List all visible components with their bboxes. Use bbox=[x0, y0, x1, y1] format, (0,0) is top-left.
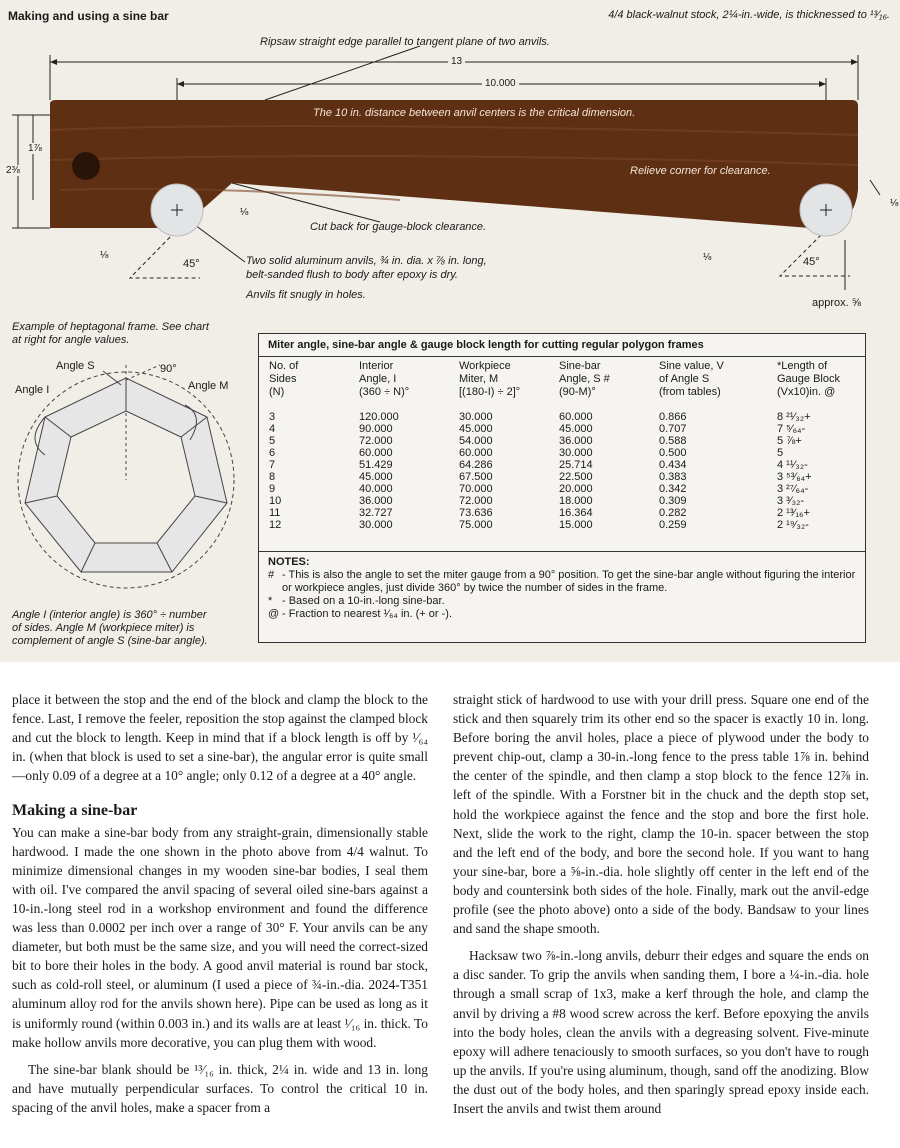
frame-caption-1: Example of heptagonal frame. See chart bbox=[12, 321, 209, 333]
table-cell: 30.000 bbox=[459, 411, 493, 423]
table-cell: 75.000 bbox=[459, 519, 493, 531]
column-header: (360 ÷ N)° bbox=[359, 386, 410, 398]
anvils-caption-1: Two solid aluminum anvils, ¾ in. dia. x ⅞ in. long, bbox=[246, 255, 487, 267]
note-1-text: - This is also the angle to set the miter gauge from a 90° position. To get the sine-bar angle without figuring the interior or workpiece angles, just divide 360° by twice the number of sides in the frame. bbox=[282, 569, 856, 594]
table-cell: 90.000 bbox=[359, 423, 393, 435]
table-cell: 0.383 bbox=[659, 471, 687, 483]
table-cell: 36.000 bbox=[559, 435, 593, 447]
column-header: Workpiece bbox=[459, 360, 511, 372]
frame-note-3: complement of angle S (sine-bar angle). bbox=[12, 635, 208, 647]
angle-45-left: 45° bbox=[183, 258, 200, 270]
table-title: Miter angle, sine-bar angle & gauge block length for cutting regular polygon frames bbox=[259, 334, 865, 357]
table-cell: 72.000 bbox=[359, 435, 393, 447]
column-header: No. of bbox=[269, 360, 299, 372]
table-cell: 7 ⁵⁄₆₄- bbox=[777, 423, 806, 435]
table-notes bbox=[259, 551, 865, 625]
hang-hole bbox=[72, 152, 100, 180]
table-cell: 72.000 bbox=[459, 495, 493, 507]
table-cell: 120.000 bbox=[359, 411, 399, 423]
left-paragraph-3: The sine-bar blank should be ¹³⁄₁₆ in. thick, 2¼ in. wide and 13 in. long and have mutually perpendicular surfaces. To control the critical 10 in. spacing of the anvil holes, make a spacer from a bbox=[12, 1061, 428, 1115]
table-cell: 11 bbox=[269, 507, 281, 519]
column-header: [(180-I) ÷ 2]° bbox=[459, 386, 521, 398]
dim-eighth-c: ⅛ bbox=[703, 252, 712, 263]
frame-caption-2: at right for angle values. bbox=[12, 334, 130, 346]
table-cell: 4 ¹¹⁄₃₂- bbox=[777, 459, 808, 471]
table-cell: 73.636 bbox=[459, 507, 493, 519]
table-cell: 3 ³⁄₃₂- bbox=[777, 495, 805, 507]
angle-45-right: 45° bbox=[803, 256, 820, 268]
table-cell: 10 bbox=[269, 495, 282, 507]
table-cell: 3 ²⁷⁄₆₄- bbox=[777, 483, 809, 495]
left-paragraph-1: place it between the stop and the end of the block and clamp the block to the fence. Last, I remove the feeler, reposition the stop against the clamped block and cut the block to length. Keep in mind that if a block length is off by ¹⁄₆₄ in. (when that block is used to set a sine-bar), the angular error is quite small—only 0.09 of a degree at a 10° angle; only 0.12 of a degree at a 40° angle. bbox=[12, 692, 428, 784]
table-cell: 0.707 bbox=[659, 423, 687, 435]
figure-title: Making and using a sine bar bbox=[8, 9, 169, 23]
dim-10-label: 10.000 bbox=[482, 78, 519, 89]
note-3-text: - Fraction to nearest ¹⁄₆₄ in. (+ or -). bbox=[282, 608, 453, 620]
table-cell: 5 bbox=[777, 447, 784, 459]
table-cell: 0.342 bbox=[659, 483, 687, 495]
figure-subtitle: 4/4 black-walnut stock, 2¼-in.-wide, is thicknessed to ¹³⁄₁₆. bbox=[608, 9, 890, 21]
table-cell: 0.866 bbox=[659, 411, 687, 423]
table-cell: 5 bbox=[269, 435, 276, 447]
table-cell: 0.259 bbox=[659, 519, 687, 531]
table-cell: 60.000 bbox=[459, 447, 493, 459]
table-cell: 64.286 bbox=[459, 459, 493, 471]
left-paragraph-2: You can make a sine-bar body from any straight-grain, dimensionally stable hardwood. I made the one shown in the photo above from 4/4 walnut. To minimize dimensional changes in my wooden sine-bar bodies, I seal them with oil. I've compared the anvil spacing of several oiled sine-bars against a 10-in.-long steel rod in a workshop environment and found the difference was less than 0.0002 per inch over a range of 30° F. Your anvils can be any diameter, but both must be the same size, and you will need the correct-sized bit to bore their holes in the body. A good anvil material is round bar stock, such as cold-roll steel, or aluminum (I used a piece of ¾-in.-dia. 2024-T351 aluminum alloy rod for the anvils shown here). Pipe can be used as long as it is uniformly round (within 0.003 in.) and its walls are at least ¹⁄₁₆ in. thick. To make hollow anvils more decorative, you can plug them with wood. bbox=[12, 824, 428, 1050]
column-header: (Vx10)in. @ bbox=[777, 386, 836, 398]
dim-eighth-b: ⅛ bbox=[100, 250, 109, 261]
angle-90-label: 90° bbox=[160, 363, 177, 375]
column-header: of Angle S bbox=[659, 373, 710, 385]
table-cell: 12 bbox=[269, 519, 282, 531]
table-cell: 9 bbox=[269, 483, 276, 495]
table-cell: 32.727 bbox=[359, 507, 393, 519]
note-1-symbol: # bbox=[268, 569, 275, 581]
table-cell: 60.000 bbox=[359, 447, 393, 459]
frame-note-2: of sides. Angle M (workpiece miter) is bbox=[12, 622, 195, 634]
table-cell: 22.500 bbox=[559, 471, 593, 483]
note-1 bbox=[268, 569, 856, 595]
table-cell: 2 ¹⁹⁄₃₂- bbox=[777, 519, 809, 531]
column-header: Miter, M bbox=[459, 373, 499, 385]
column-header: Angle, S # bbox=[559, 373, 610, 385]
critical-dimension-text: The 10 in. distance between anvil centers is the critical dimension. bbox=[313, 107, 636, 119]
right-paragraph-1: straight stick of hardwood to use with your drill press. Square one end of the stick and then squarely trim its other end so the spacer is exactly 10 in. long. Before boring the anvil holes, place a piece of plywood under the body to prevent chip-out, clamp a 30-in.-long fence to the press table 1⅞ in. behind the center of the spindle, and then clamp a stop block to the fence 12⅞ in. left of the spindle. With a Forstner bit in the chuck and the depth stop set, hold the workpiece against the fence and the stop and bore the first hole. Next, slide the work to the right, clamp the 10-in. spacer between the stop and the left end of the body, and bore the second hole. If you want to hang your sine-bar, bore a ⅝-in.-dia. hole slightly off center in the left end of the body and countersink both sides of the hole. Finally, mark out the anvil-edge profile (see the photo above) onto a side of the body. Bandsaw to your lines and sand the shape smooth. bbox=[453, 692, 869, 937]
dim-eighth-a: ⅛ bbox=[240, 207, 249, 218]
right-paragraph-2: Hacksaw two ⅞-in.-long anvils, deburr their edges and square the ends on a disc sander. To grip the anvils when sanding them, I bore a ¼-in.-dia. hole through a small scrap of 1x3, make a kerf through the hole, and clamp the anvil by driving a #8 wood screw across the kerf. Before epoxying the anvils into the body holes, clean the anvils with a degreasing solvent. Five-minute epoxy will adhere tenaciously to smooth surfaces, so you don't have to rough up the anvils. If you're using aluminum, though, sand off the anodizing. Blow the dust out of the body holes, and then sparingly spread epoxy inside each. Insert the anvils and twist them around bbox=[453, 948, 869, 1116]
relieve-corner-text: Relieve corner for clearance. bbox=[630, 165, 771, 177]
note-2-symbol: * bbox=[268, 595, 273, 607]
table-cell: 54.000 bbox=[459, 435, 493, 447]
note-3-symbol: @ bbox=[268, 608, 280, 620]
frame-note-1: Angle I (interior angle) is 360° ÷ number bbox=[12, 609, 207, 621]
table-cell: 36.000 bbox=[359, 495, 393, 507]
note-2 bbox=[268, 595, 856, 608]
table-cell: 40.000 bbox=[359, 483, 393, 495]
table-cell: 60.000 bbox=[559, 411, 593, 423]
column-header: (N) bbox=[269, 386, 285, 398]
article-left-column bbox=[12, 690, 428, 1117]
table-cell: 30.000 bbox=[359, 519, 393, 531]
table-cell: 8 ²¹⁄₃₂+ bbox=[777, 411, 811, 423]
table-cell: 3 bbox=[269, 411, 276, 423]
column-header: Angle, I bbox=[359, 373, 397, 385]
table-cell: 4 bbox=[269, 423, 276, 435]
article-right-column bbox=[453, 690, 869, 1118]
table-cell: 70.000 bbox=[459, 483, 493, 495]
ripsaw-caption: Ripsaw straight edge parallel to tangent plane of two anvils. bbox=[260, 36, 550, 48]
table-cell: 0.500 bbox=[659, 447, 687, 459]
table-cell: 45.000 bbox=[359, 471, 393, 483]
cut-back-caption: Cut back for gauge-block clearance. bbox=[310, 221, 487, 233]
angle-m-label: Angle M bbox=[188, 380, 229, 392]
dim-13-label: 13 bbox=[448, 56, 465, 67]
table-cell: 7 bbox=[269, 459, 276, 471]
column-header: Sine value, V bbox=[659, 360, 724, 372]
table-cell: 0.434 bbox=[659, 459, 687, 471]
table-cell: 6 bbox=[269, 447, 276, 459]
column-header: (from tables) bbox=[659, 386, 721, 398]
dim-238-label: 2⅜ bbox=[6, 165, 20, 176]
table-cell: 45.000 bbox=[459, 423, 493, 435]
table-cell: 16.364 bbox=[559, 507, 593, 519]
notes-title: NOTES: bbox=[268, 556, 310, 568]
column-header: Interior bbox=[359, 360, 394, 372]
polygon-frames-table bbox=[258, 333, 866, 643]
note-3 bbox=[268, 608, 856, 621]
table-cell: 3 ⁵³⁄₆₄+ bbox=[777, 471, 812, 483]
dim-eighth-d: ⅛ bbox=[890, 198, 899, 209]
anvils-caption-3: Anvils fit snugly in holes. bbox=[246, 289, 366, 301]
dim-178-label: 1⅞ bbox=[28, 143, 42, 154]
table-cell: 45.000 bbox=[559, 423, 593, 435]
column-header: Sine-bar bbox=[559, 360, 601, 372]
table-cell: 30.000 bbox=[559, 447, 593, 459]
angle-i-label: Angle I bbox=[15, 384, 50, 396]
table-cell: 8 bbox=[269, 471, 276, 483]
table-cell: 25.714 bbox=[559, 459, 593, 471]
section-heading: Making a sine-bar bbox=[12, 802, 138, 820]
angle-s-label: Angle S bbox=[56, 360, 95, 372]
table-cell: 0.588 bbox=[659, 435, 687, 447]
table-cell: 20.000 bbox=[559, 483, 593, 495]
table-cell: 15.000 bbox=[559, 519, 593, 531]
note-2-text: - Based on a 10-in.-long sine-bar. bbox=[282, 595, 445, 607]
anvils-caption-2: belt-sanded flush to body after epoxy is dry. bbox=[246, 269, 458, 281]
table-cell: 0.309 bbox=[659, 495, 687, 507]
table-cell: 67.500 bbox=[459, 471, 493, 483]
column-header: (90-M)° bbox=[559, 386, 596, 398]
table-cell: 5 ⅞+ bbox=[777, 435, 802, 447]
approx-label: approx. ⅝ bbox=[812, 297, 861, 309]
column-header: Gauge Block bbox=[777, 373, 840, 385]
table-cell: 2 ¹³⁄₁₆+ bbox=[777, 507, 810, 519]
column-header: *Length of bbox=[777, 360, 828, 372]
table-cell: 18.000 bbox=[559, 495, 593, 507]
table-cell: 51.429 bbox=[359, 459, 393, 471]
column-header: Sides bbox=[269, 373, 297, 385]
table-cell: 0.282 bbox=[659, 507, 687, 519]
